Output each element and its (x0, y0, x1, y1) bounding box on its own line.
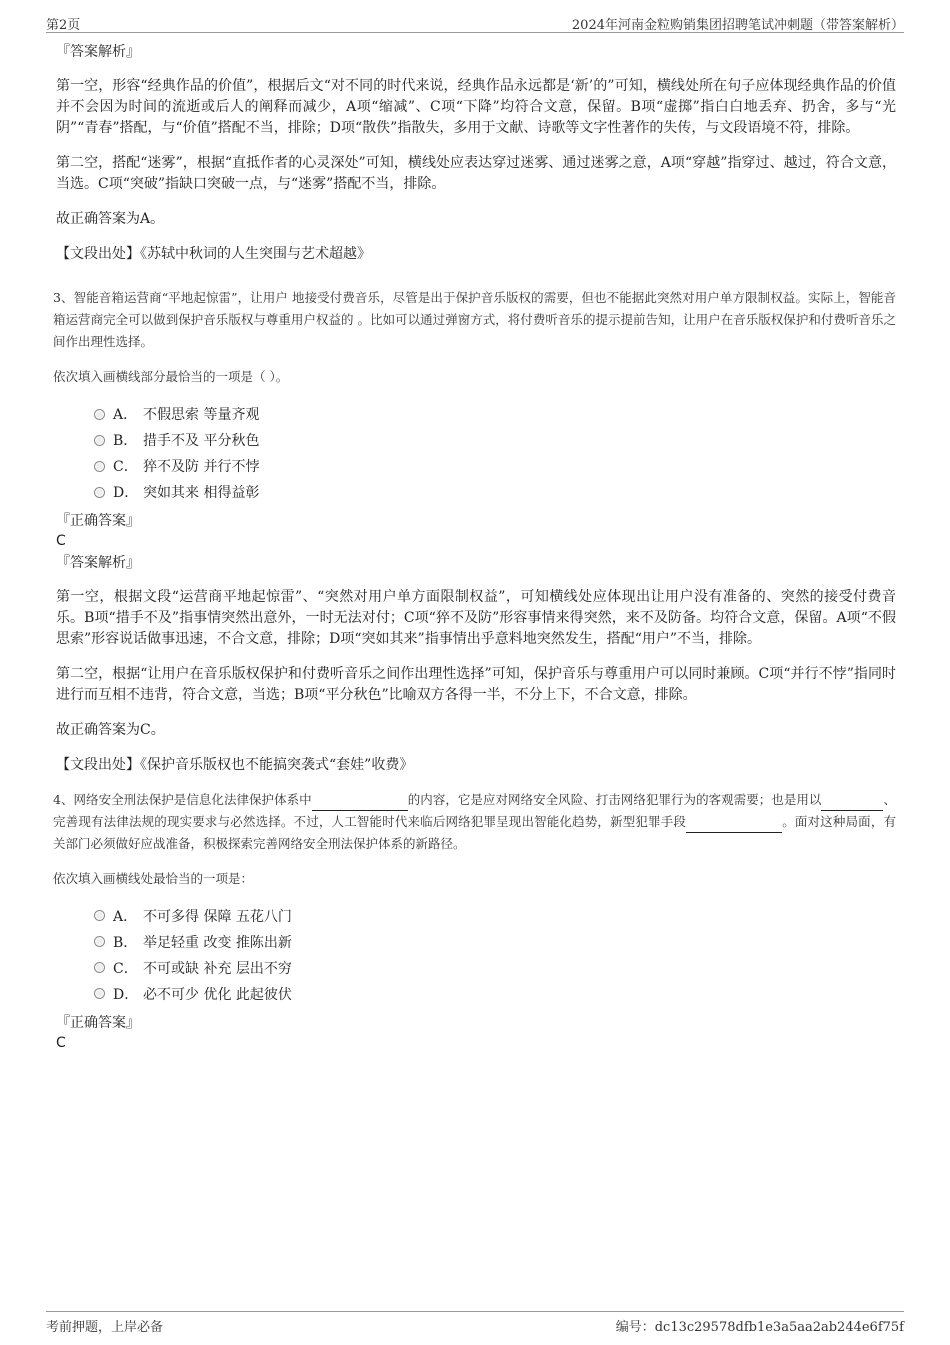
radio-icon[interactable] (94, 962, 105, 973)
q4-options (94, 903, 896, 1007)
footer-slogan: 考前押题，上岸必备 (46, 1320, 164, 1335)
q3-ask: 依次填入画横线部分最恰当的一项是（ ）。 (53, 369, 289, 384)
q3-option-a[interactable] (94, 401, 896, 427)
option-letter: A． (113, 407, 138, 423)
q3-analysis-label: 『答案解析』 (56, 555, 140, 571)
option-text: 不假思索 等量齐观 (143, 407, 260, 423)
option-letter: C． (113, 960, 138, 977)
option-letter: D． (113, 986, 139, 1003)
q4-text-4: 。面对这种局面，有关部门必须做好应战准备，积极探索完善网络安全刑法保护体系的新路径。 (53, 813, 896, 851)
document-id: 编号：dc13c29578dfb1e3a5aa2ab244e6f75f (615, 1320, 904, 1335)
q3-option-b[interactable] (94, 427, 896, 453)
radio-icon[interactable] (94, 461, 105, 472)
q4-blank-1 (312, 796, 408, 811)
q3-analysis-p1: 第一空，根据文段“运营商平地起惊雷”、“突然对用户单方面限制权益”，可知横线处应体现出让用户没有准备的、突然的接受付费音乐。B项“措手不及”指事情突然出意外，一时无法对付；C项“猝不及防”形容事情来得突然，来不及防备。均符合文意，保留。A项“不假思索”形容说话做事迅速，不合文意，排除；D项“突如其来”指事情出乎意料地突然发生，搭配“用户”不当，排除。 (56, 589, 896, 647)
q4-option-d[interactable] (94, 981, 896, 1007)
q2-conclusion: 故正确答案为A。 (56, 211, 165, 227)
q3-options (94, 401, 896, 505)
radio-icon[interactable] (94, 936, 105, 947)
q2-analysis-p1: 第一空，形容“经典作品的价值”，根据后文“对不同的时代来说，经典作品永远都是‘新’的”可知，横线处所在句子应体现经典作品的价值并不会因为时间的流逝或后人的阐释而减少，A项“缩减”、C项“下降”均符合文意，保留。B项“虚掷”指白白地丢弃、扔舍，多与“光阴”“青春”搭配，与“价值”搭配不当，排除；D项“散佚”指散失，多用于文献、诗歌等文字性著作的失传，与文段语境不符，排除。 (56, 78, 896, 136)
q2-analysis-p2: 第二空，搭配“迷雾”，根据“直抵作者的心灵深处”可知，横线处应表达穿过迷雾、通过迷雾之意，A项“穿越”指穿过、越过，符合文意，当选。C项“突破”指缺口突破一点，与“迷雾”搭配不当，排除。 (56, 155, 896, 192)
option-letter: B． (113, 433, 138, 449)
q4-text-1: 4、网络安全刑法保护是信息化法律保护体系中 (53, 791, 312, 807)
q4-option-a[interactable] (94, 903, 896, 929)
radio-icon[interactable] (94, 988, 105, 999)
option-text: 不可或缺 补充 层出不穷 (143, 960, 292, 977)
page-number: 第2页 (46, 18, 81, 33)
page-content (53, 42, 896, 1055)
q4-answer-label: 『正确答案』 (56, 1014, 140, 1031)
radio-icon[interactable] (94, 910, 105, 921)
option-letter: D． (113, 485, 139, 501)
q2-analysis-label: 『答案解析』 (56, 44, 140, 60)
option-text: 突如其来 相得益彰 (143, 485, 260, 501)
q2-source: 【文段出处】《苏轼中秋词的人生突围与艺术超越》 (56, 246, 371, 262)
radio-icon[interactable] (94, 435, 105, 446)
page-footer (46, 1311, 904, 1336)
option-text: 猝不及防 并行不悖 (143, 459, 260, 475)
q3-conclusion: 故正确答案为C。 (56, 722, 165, 738)
option-text: 举足轻重 改变 推陈出新 (143, 934, 292, 951)
q4-ask: 依次填入画横线处最恰当的一项是： (53, 870, 254, 886)
q3-question: 3、智能音箱运营商“平地起惊雷”，让用户 地接受付费音乐，尽管是出于保护音乐版权的需要，但也不能据此突然对用户单方限制权益。实际上，智能音箱运营商完全可以做到保护音乐版权与尊重用户权益的 。比如可以通过弹窗方式，将付费听音乐的提示提前告知，让用户在音乐版权保护和付费听音乐之间作出理性选择。 (53, 290, 896, 349)
q3-answer: C (56, 533, 66, 549)
radio-icon[interactable] (94, 409, 105, 420)
q3-source: 【文段出处】《保护音乐版权也不能搞突袭式“套娃”收费》 (56, 757, 414, 773)
q4-answer: C (56, 1034, 66, 1051)
q3-option-d[interactable] (94, 479, 896, 505)
q4-text-2: 的内容，它是应对网络安全风险、打击网络犯罪行为的客观需要；也是用以 (407, 791, 822, 807)
page-header (46, 12, 904, 33)
q3-analysis-p2: 第二空，根据“让用户在音乐版权保护和付费听音乐之间作出理性选择”可知，保护音乐与尊重用户可以同时兼顾。C项“并行不悖”指同时进行而互相不违背，符合文意，当选；B项“平分秋色”比喻双方各得一半，不分上下，不合文意，排除。 (56, 666, 896, 703)
radio-icon[interactable] (94, 487, 105, 498)
q3-answer-label: 『正确答案』 (56, 513, 140, 529)
q4-blank-2 (821, 796, 883, 811)
option-letter: A． (113, 908, 138, 925)
option-text: 必不可少 优化 此起彼伏 (143, 986, 292, 1003)
option-text: 不可多得 保障 五花八门 (143, 908, 292, 925)
q4-blank-3 (686, 818, 782, 833)
option-text: 措手不及 平分秋色 (143, 433, 260, 449)
q4-text-3: 、完善现有法律法规的现实要求与必然选择。不过，人工智能时代来临后网络犯罪呈现出智能化趋势，新型犯罪手段 (53, 791, 896, 829)
q4-option-b[interactable] (94, 929, 896, 955)
q4-question (53, 789, 896, 855)
option-letter: C． (113, 459, 138, 475)
document-title: 2024年河南金粒购销集团招聘笔试冲刺题（带答案解析） (571, 18, 904, 33)
option-letter: B． (113, 934, 138, 951)
q4-option-c[interactable] (94, 955, 896, 981)
q3-option-c[interactable] (94, 453, 896, 479)
